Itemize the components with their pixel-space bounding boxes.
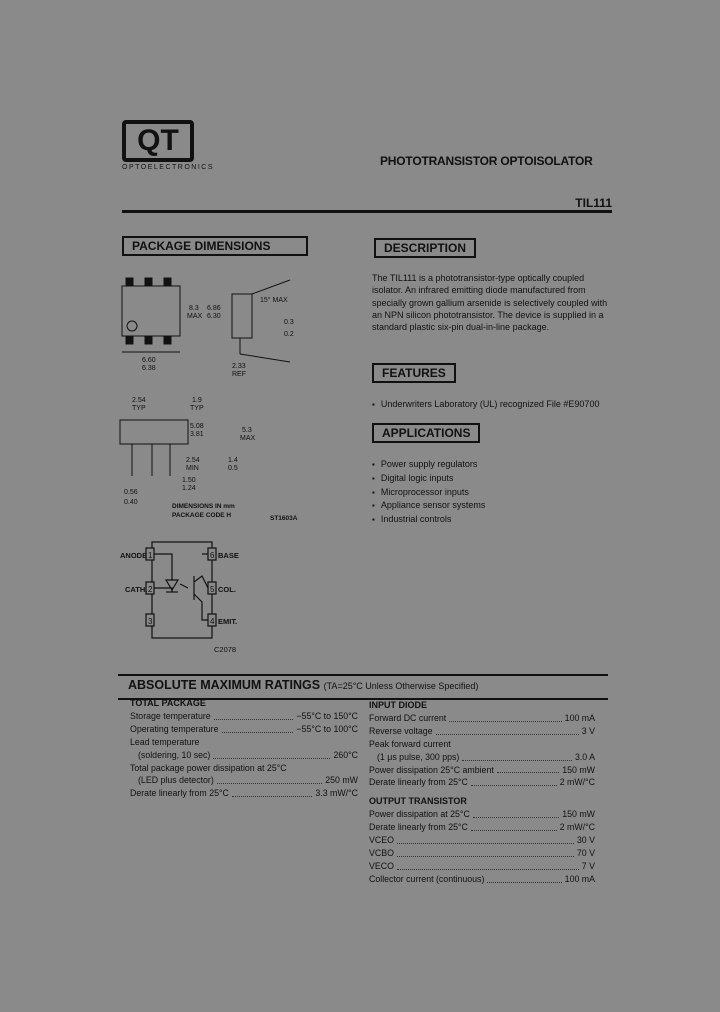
reverse-voltage-row [369, 725, 595, 738]
dim-h2b: 6.30 [207, 313, 221, 320]
dim-s1: 0.56 [124, 489, 138, 496]
pin1-label: 1 [148, 551, 153, 560]
front-view-body [120, 420, 188, 444]
drawing-code: ST1603A [270, 515, 298, 522]
lead-temp-sub-label: (soldering, 10 sec) [138, 749, 211, 760]
collector-current-row [369, 873, 595, 886]
light-arrow [180, 584, 188, 588]
diode-derate-value: 2 mW/°C [559, 777, 595, 788]
derate-value: 3.3 mW/°C [315, 788, 358, 799]
derate-row [130, 787, 358, 800]
page-title: PHOTOTRANSISTOR OPTOISOLATOR [380, 154, 593, 168]
feature-item: ▪ Underwriters Laboratory (UL) recognized File #E90700 [372, 398, 618, 412]
application-item: ▪ Digital logic inputs [372, 472, 608, 486]
input-diode-heading: INPUT DIODE [369, 700, 428, 710]
features-heading: FEATURES [372, 363, 456, 383]
derate-label: Derate linearly from 25°C [130, 788, 229, 799]
dim-l1: 1.50 [182, 477, 196, 484]
vcbo-value: 70 V [576, 847, 595, 858]
dim-angle: 15° MAX [260, 297, 288, 304]
forward-current-value: 100 mA [564, 712, 595, 723]
emitter-wire [194, 594, 208, 620]
side-view-body [232, 294, 252, 338]
power-sub-row [130, 774, 358, 787]
reverse-voltage-label: Reverse voltage [369, 725, 433, 736]
vcbo-label: VCBO [369, 847, 394, 858]
dim-ref1: 2.33 [232, 363, 246, 370]
package-dimensions-heading: PACKAGE DIMENSIONS [122, 236, 308, 256]
power-row [130, 762, 358, 775]
dim-m3: 1.4 [228, 457, 238, 464]
schematic-code: C2078 [214, 645, 237, 654]
vceo-value: 30 V [576, 835, 595, 846]
pin5-label: 5 [210, 585, 215, 594]
application-item: ▪ Appliance sensor systems [372, 499, 608, 513]
transistor-power-label: Power dissipation at 25°C [369, 809, 470, 820]
part-number: TIL111 [575, 196, 612, 210]
emitter-label: EMIT. [218, 617, 238, 626]
diode-derate-label: Derate linearly from 25°C [369, 777, 468, 788]
pinout-schematic [114, 540, 294, 656]
applications-heading: APPLICATIONS [372, 423, 480, 443]
package-code-note: PACKAGE CODE H [172, 512, 232, 519]
dim-v4: MAX [240, 435, 256, 442]
vceo-label: VCEO [369, 835, 394, 846]
operating-temp-value: −55°C to 100°C [296, 723, 358, 734]
dim-p3: 1.9 [192, 397, 202, 404]
application-item: ▪ Industrial controls [372, 513, 608, 527]
transistor-derate-row [369, 821, 595, 834]
input-output-ratings [369, 699, 595, 886]
peak-current-row [369, 738, 595, 751]
diode-power-row [369, 764, 595, 777]
dim-ref2: REF [232, 371, 246, 378]
vcbo-row [369, 847, 595, 860]
transistor-power-value: 150 mW [562, 809, 595, 820]
total-package-heading: TOTAL PACKAGE [130, 698, 206, 708]
front-leads [132, 444, 170, 476]
storage-temp-label: Storage temperature [130, 710, 211, 721]
dim-m4: 0.5 [228, 465, 238, 472]
transistor-derate-label: Derate linearly from 25°C [369, 822, 468, 833]
package-drawing [114, 268, 314, 536]
output-transistor-heading: OUTPUT TRANSISTOR [369, 796, 467, 807]
collector-wire [194, 576, 208, 588]
header-rule [122, 210, 612, 213]
dim-h-a: 8.3 [189, 305, 199, 312]
total-package-ratings [130, 697, 358, 800]
peak-current-sub-label: (1 μs pulse, 300 pps) [377, 751, 460, 762]
diode-power-label: Power dissipation 25°C ambient [369, 764, 494, 775]
diode-power-value: 150 mW [562, 764, 595, 775]
dim-h2a: 6.86 [207, 305, 221, 312]
schematic-outline [152, 542, 212, 638]
lead-temp-label: Lead temperature [130, 736, 200, 747]
ratings-subtitle: (TA=25°C Unless Otherwise Specified) [323, 681, 479, 691]
anode-wire [154, 554, 172, 580]
top-pins [126, 278, 171, 344]
pin2-label: 2 [148, 585, 153, 594]
dim-t1: 0.3 [284, 319, 294, 326]
description-heading: DESCRIPTION [374, 238, 476, 258]
dim-m1: 2.54 [186, 457, 200, 464]
storage-temp-value: −55°C to 150°C [296, 710, 358, 721]
diode-derate-row [369, 776, 595, 789]
forward-current-label: Forward DC current [369, 712, 447, 723]
base-label: BASE [218, 551, 239, 560]
pin6-label: 6 [210, 551, 215, 560]
application-item: ▪ Microprocessor inputs [372, 486, 608, 500]
side-lead-bend [240, 354, 290, 362]
transistor-derate-value: 2 mW/°C [559, 822, 595, 833]
veco-label: VECO [369, 860, 394, 871]
storage-temp-row [130, 710, 358, 723]
dim-s2: 0.40 [124, 499, 138, 506]
description-text: The TIL111 is a phototransistor-type optically coupled isolator. An infrared emitting diode manufactured from specially grown gallium arsenide is selectively coupled with an NPN silicon phototransistor. The device is supplied in a standard plastic six-pin dual-in-line package. [372, 273, 608, 333]
dimensions-note: DIMENSIONS IN mm [172, 503, 235, 510]
veco-row [369, 860, 595, 873]
angle-line [252, 280, 290, 294]
logo-mark: QT [122, 120, 194, 162]
applications-list [372, 458, 608, 527]
peak-current-label: Peak forward current [369, 738, 451, 749]
cathode-label: CATH. [125, 585, 148, 594]
dim-l2: 1.24 [182, 485, 196, 492]
dim-p2: TYP [132, 405, 146, 412]
veco-value: 7 V [581, 860, 595, 871]
operating-temp-row [130, 723, 358, 736]
collector-label: COL. [218, 585, 236, 594]
peak-current-value: 3.0 A [574, 751, 595, 762]
dim-p1: 2.54 [132, 397, 146, 404]
pin4-label: 4 [210, 617, 215, 626]
power-label: Total package power dissipation at 25°C [130, 762, 287, 773]
dim-t2: 0.2 [284, 331, 294, 338]
power-sub-label: (LED plus detector) [138, 775, 214, 786]
dim-v3: 5.3 [242, 427, 252, 434]
peak-current-sub-row [369, 751, 595, 764]
application-item: ▪ Power supply regulators [372, 458, 608, 472]
lead-temp-value: 260°C [333, 749, 358, 760]
transistor-power-row [369, 808, 595, 821]
pin3-label: 3 [148, 617, 153, 626]
power-value: 250 mW [325, 775, 358, 786]
top-view-body [122, 286, 180, 336]
dim-w2: 6.38 [142, 365, 156, 372]
reverse-voltage-value: 3 V [581, 725, 595, 736]
dim-v1: 5.08 [190, 423, 204, 430]
collector-current-label: Collector current (continuous) [369, 873, 485, 884]
forward-current-row [369, 712, 595, 725]
lead-temp-row [130, 736, 358, 749]
dim-p4: TYP [190, 405, 204, 412]
lead-temp-sub-row [130, 749, 358, 762]
logo-subtitle: OPTOELECTRONICS [122, 164, 214, 171]
ratings-heading [128, 678, 478, 692]
features-list [372, 398, 618, 412]
collector-current-value: 100 mA [564, 873, 595, 884]
ratings-title: ABSOLUTE MAXIMUM RATINGS [128, 678, 321, 692]
company-logo [122, 120, 214, 171]
vceo-row [369, 834, 595, 847]
operating-temp-label: Operating temperature [130, 723, 219, 734]
pin1-marker [127, 321, 137, 331]
dim-v2: 3.81 [190, 431, 204, 438]
dim-w1: 6.60 [142, 357, 156, 364]
anode-label: ANODE [120, 551, 148, 560]
dim-h-b: MAX [187, 313, 203, 320]
dim-m2: MIN [186, 465, 199, 472]
